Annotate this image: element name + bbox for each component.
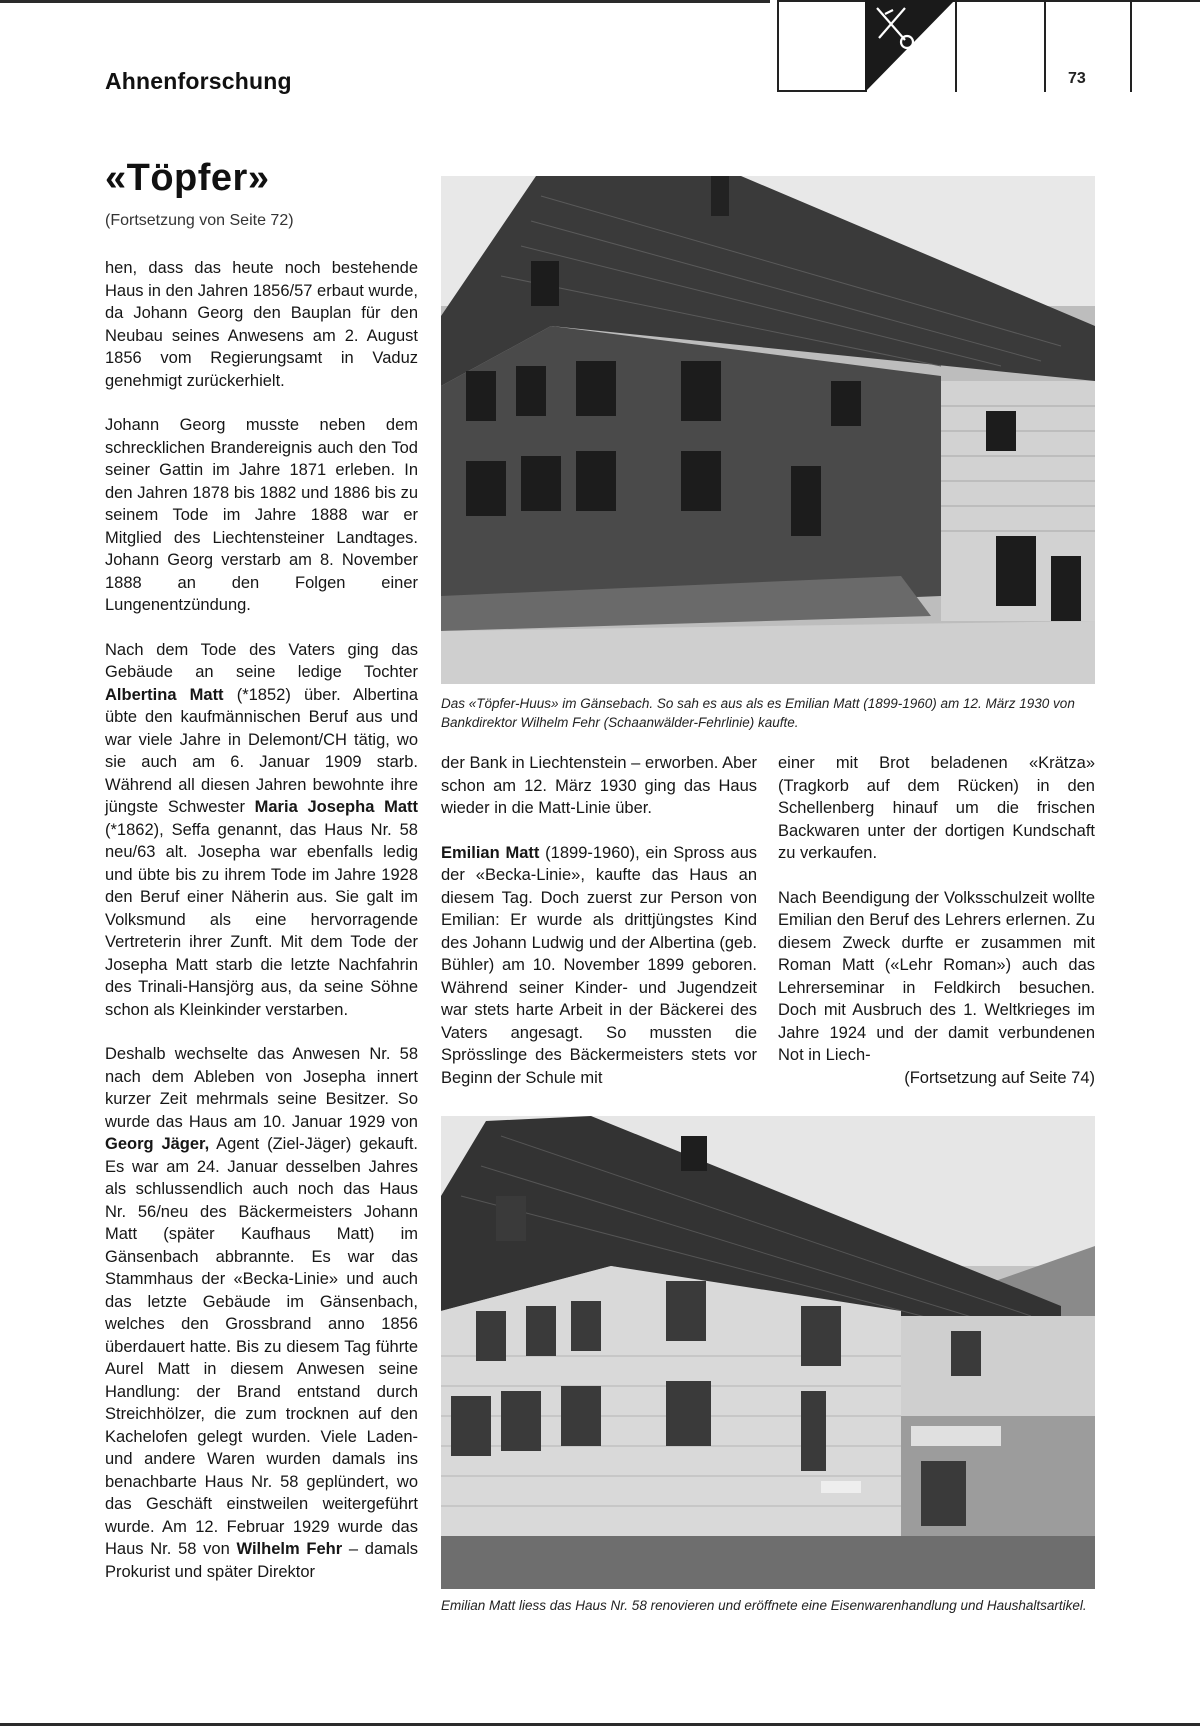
paragraph: der Bank in Liechtenstein – erworben. Aber schon am 12. März 1930 ging das Haus wieder in die Matt-Linie über.: [441, 754, 757, 817]
paragraph: einer mit Brot beladenen «Krätza» (Tragkorb auf dem Rücken) in den Schellenberg hinauf um die frischen Backwaren unter der dortigen Kundschaft zu verkaufen.: [778, 754, 1095, 862]
text-column-2: [441, 752, 757, 1111]
article-subtitle: (Fortsetzung von Seite 72): [105, 212, 294, 229]
photo-caption: Emilian Matt liess das Haus Nr. 58 renovieren und eröffnete eine Eisenwarenhandlung und Haushaltsartikel.: [441, 1598, 1087, 1613]
paragraph: Nach dem Tode des Vaters ging das Gebäude an seine ledige Tochter Albertina Matt (*1852) über. Albertina übte den kaufmännischen Beruf aus und war viele Jahre in Delemont/CH tätig, wo sie auch am 6. Januar 1909 starb. Während all diesen Jahren bewohnte ihre jüngste Schwester Maria Josepha Matt (*1862), Seffa genannt, das Haus Nr. 58 neu/63 alt. Josepha war ebenfalls ledig und übte bis zu ihrem Tode im Jahre 1928 den Beruf einer Näherin aus. Sie galt im Volksmund als eine hervorragende Vertreterin ihrer Zunft. Mit dem Tode der Josepha Matt starb die letzte Nachfahrin des Trinali-Hansjörg aus, da seine Söhne schon als Kleinkinder verstarben.: [105, 640, 418, 1019]
paragraph: Johann Georg musste neben dem schrecklichen Brandereignis auch den Tod seiner Gattin im Jahre 1871 erleben. In den Jahren 1878 bis 1882 und 1886 bis zu seinem Tode im Jahre 1888 war er Mitglied des Liechtensteiner Landtages. Johann Georg verstarb am 8. November 1888 an den Folgen einer Lungenentzündung.: [105, 416, 418, 614]
photo-renovated-house: [441, 1116, 1095, 1589]
paragraph: Deshalb wechselte das Anwesen Nr. 58 nach dem Ableben von Josepha innert kurzer Zeit mehrmals seine Besitzer. So wurde das Haus am 10. Januar 1929 von Georg Jäger, Agent (Ziel-Jäger) gekauft. Es war am 24. Januar desselben Jahres als schlussendlich auch noch das Haus Nr. 56/neu des Bäckermeisters Johann Matt (später Kaufhaus Matt) im Gänsenbach abbrannte. Es war das Stammhaus der «Becka-Linie» und auch das letzte Gebäude im Gänsenbach, welches den Grossbrand anno 1856 überdauert hatte. Bis zu diesem Tag führte Aurel Matt in diesem Anwesen seine Handlung: der Brand entstand durch Streichhölzer, die zum trocknen auf den Kachelofen gelegt wurden. Viele Laden- und andere Waren wurden damals ins benachbarte Haus Nr. 58 geplündert, wo das Geschäft einstweilen weitergeführt wurde. Am 12. Februar 1929 wurde das Haus Nr. 58 von Wilhelm Fehr – damals Prokurist und später Direktor: [105, 1045, 418, 1581]
bottom-rule: [0, 1723, 1200, 1726]
crest-icon: [865, 0, 955, 92]
paragraph: hen, dass das heute noch bestehende Haus in den Jahren 1856/57 erbaut wurde, da Johann Georg den Bauplan für den Neubau seines Anwesens am 2. August 1856 vom Regierungsamt in Vaduz genehmigt zurückerhielt.: [105, 259, 418, 390]
article-title: «Töpfer»: [105, 157, 270, 199]
text-column-1: [105, 257, 418, 1605]
continuation-note: (Fortsetzung auf Seite 74): [904, 1068, 1095, 1087]
paragraph: Nach Beendigung der Volksschulzeit wollte Emilian den Beruf des Lehrers erlernen. Zu diesem Zweck durfte er zusammen mit Roman Matt («Lehr Roman») auch das Lehrerseminar in Feldkirch besuchen. Doch mit Ausbruch des 1. Weltkrieges im Jahre 1924 und der damit verbundenen Not in Liech-: [778, 888, 1095, 1064]
page-number: 73: [1068, 70, 1086, 87]
paragraph: Emilian Matt (1899-1960), ein Spross aus der «Becka-Linie», kaufte das Haus an diesem Tag. Doch zuerst zur Person von Emilian: Er wurde als drittjüngstes Kind des Johann Ludwig und der Albertina (geb. Bühler) am 10. November 1899 geboren. Während seiner Kinder- und Jugendzeit war stets harte Arbeit in der Bäckerei des Vaters angesagt. So mussten die Sprösslinge des Bäckermeisters stets vor Beginn der Schule mit: [441, 843, 757, 1087]
section-title: Ahnenforschung: [105, 68, 292, 94]
text-column-3: [778, 752, 1095, 1089]
top-rule: [0, 0, 770, 3]
photo-toepfer-huus-1930: [441, 176, 1095, 684]
photo-caption: Das «Töpfer-Huus» im Gänsebach. So sah es aus als es Emilian Matt (1899-1960) am 12. März 1930 von Bankdirektor Wilhelm Fehr (Schaanwälder-Fehrlinie) kaufte.: [441, 696, 1075, 730]
header-box-strip: [777, 0, 1200, 92]
